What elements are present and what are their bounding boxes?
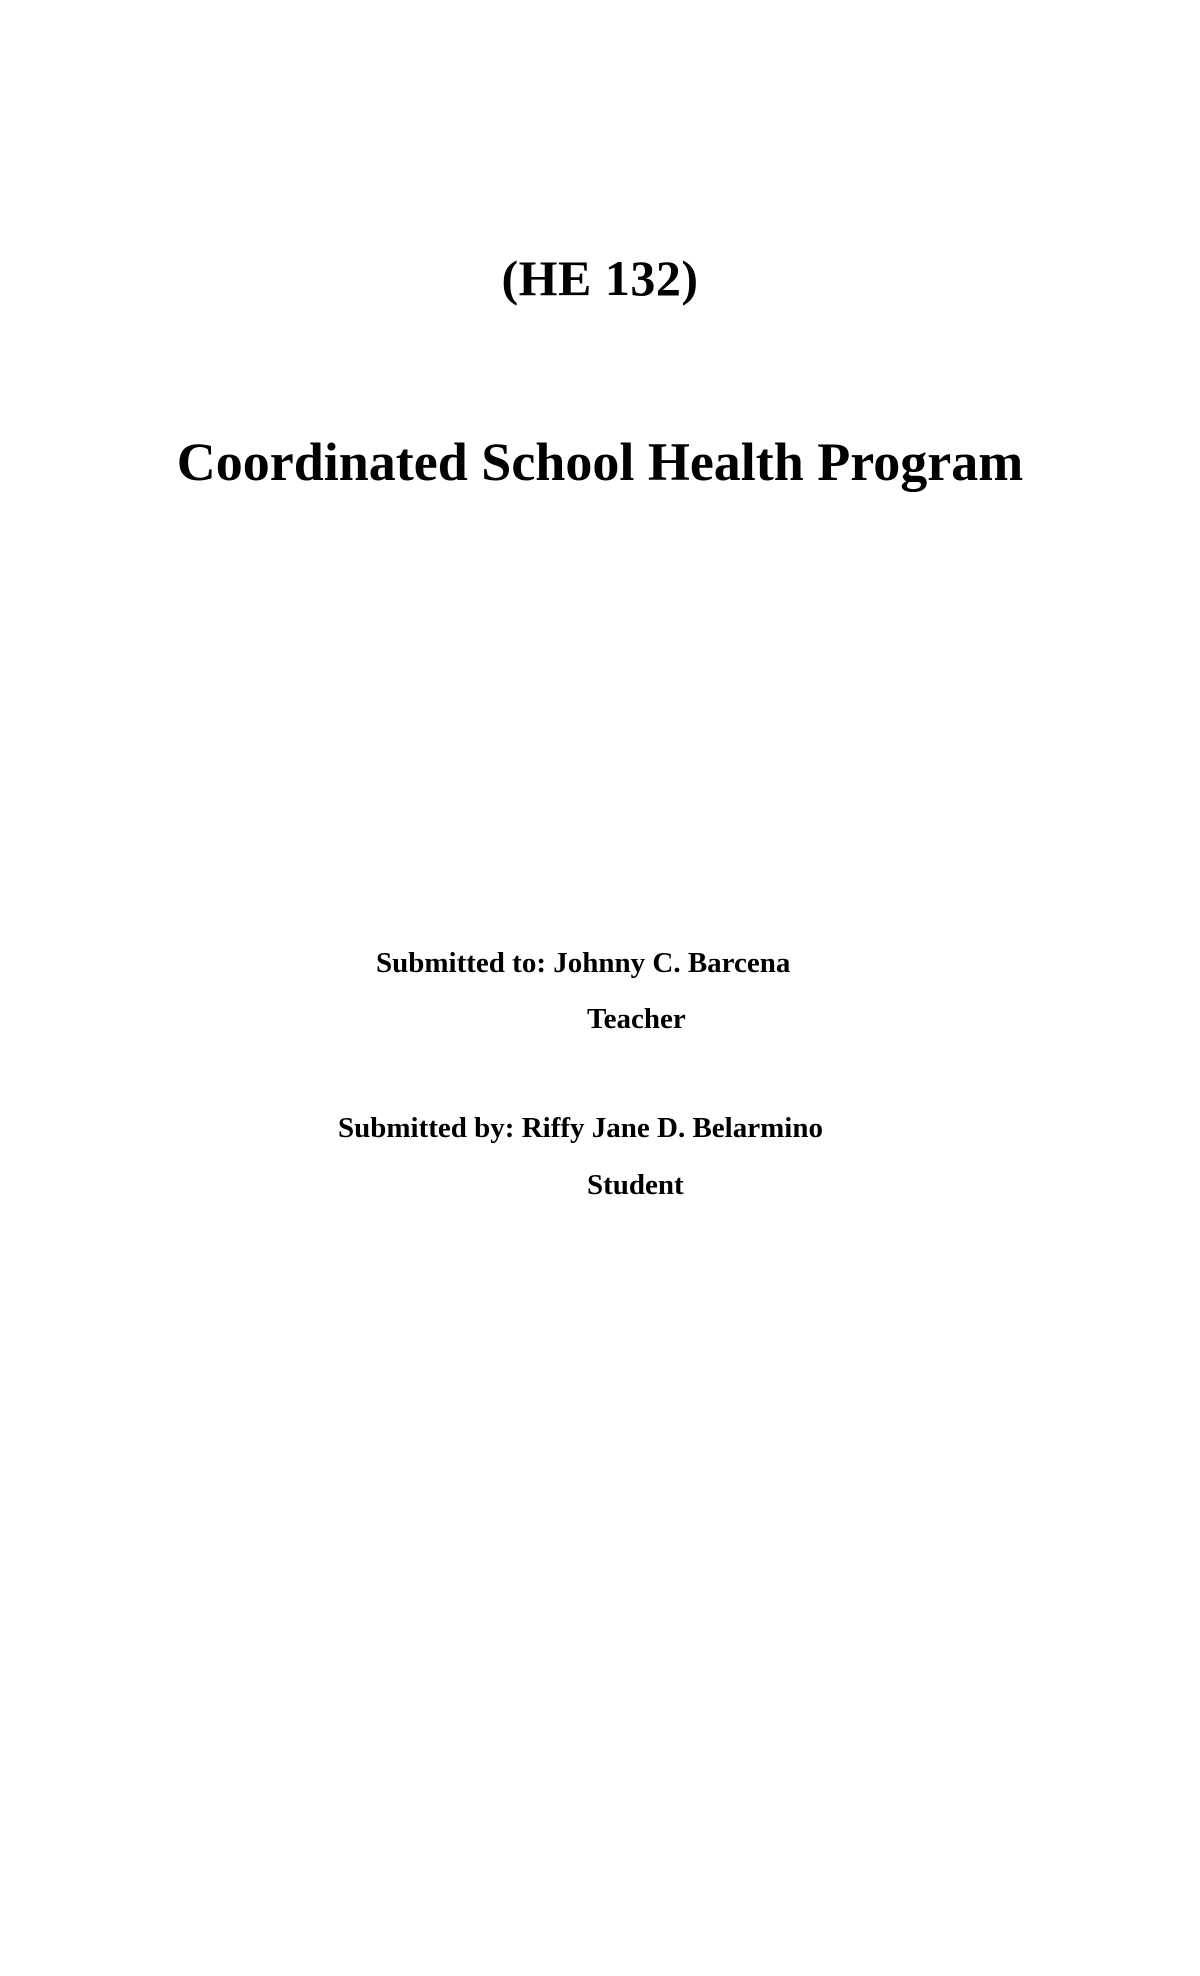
teacher-role: Teacher: [587, 1003, 686, 1035]
student-role: Student: [587, 1169, 684, 1201]
submitted-to-line: [376, 945, 790, 981]
teacher-name: Johnny C. Barcena: [553, 947, 791, 979]
course-code: (HE 132): [501, 250, 699, 306]
document-title: Coordinated School Health Program: [176, 432, 1024, 492]
submitted-by-line: [338, 1110, 823, 1146]
submitted-by-label: Submitted by:: [338, 1112, 515, 1144]
student-name: Riffy Jane D. Belarmino: [521, 1112, 823, 1144]
submitted-to-label: Submitted to:: [376, 947, 546, 979]
